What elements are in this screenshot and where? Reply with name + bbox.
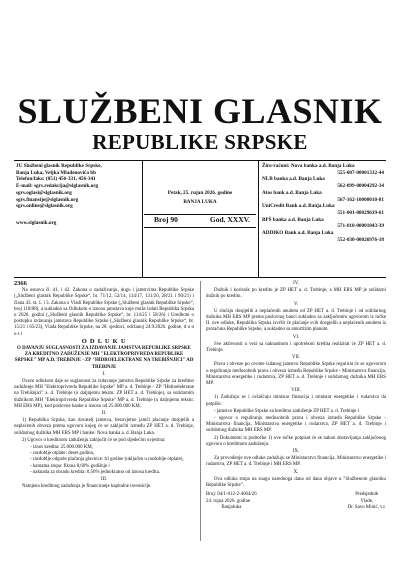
list-item: - kamatna stopa: fiksna 8,60% godišnje i <box>30 463 110 469</box>
section-number: V. <box>293 301 299 307</box>
paragraph: - ugovor o reguliranju međusobnih prava i obveza između Republike Srpske - Ministarstva financija, Ministarstva energetike i rudarstva, ZP HET a. d. Trebinje i solidarnog dužnika MH ERS MP. <box>206 416 386 434</box>
masthead-info-band <box>14 160 386 278</box>
account-number: 567-162-10000010-81 <box>337 196 384 203</box>
bank-name: BPŠ banka a.d. Banja Luka <box>262 216 324 223</box>
issue-year: God. XXXV. <box>209 215 250 224</box>
section-number: VII. <box>291 355 300 361</box>
section-number: III. <box>100 477 108 483</box>
account-row <box>262 190 384 197</box>
decision-title: O DAVANJU SUGLASNOSTI ZA IZDAVANJE JAMSTVA REPUBLIKE SRPSKE ZA KREDITNO ZADUŽENJE MH "ELEKTROPRIVREDA REPUBLIKE SRPSKE" MP A.D. TREBINJE - ZP "HIDROELEKTRANE NA TREBIŠNJICI" AD TREBINJE <box>14 346 194 370</box>
publisher-line: sgrs.online@slglasnik.org <box>16 203 73 210</box>
list-item: - razdoblje odgode plaćanja glavnice: tri godine (uključen u razdoblje otplate), <box>30 457 184 463</box>
decision-heading: O D L U K U <box>81 337 127 345</box>
list-item: - naknada za obradu kredita: 0,50% jednokratno od iznosa kredita. <box>30 469 160 475</box>
account-number: 571-010-00001043-39 <box>337 223 384 230</box>
signer-org: Vlade, <box>360 498 374 504</box>
bank-name: Atos bank a.d. Banja Luka <box>262 189 322 196</box>
issue-city: BANJA LUKA <box>183 198 217 205</box>
signer-block <box>348 492 386 511</box>
bank-name: NLB banka a.d. Banja Luka <box>262 176 325 183</box>
gazette-subtitle: REPUBLIKE SRPSKE <box>92 130 308 154</box>
publisher-line: E-mail: sgrs.redakcija@slglasnik.org <box>16 183 99 190</box>
list-item: - iznos kredita: 25.000.000 KM, <box>30 445 93 451</box>
bottom-rule <box>14 277 386 278</box>
paragraph: 2) Dokumenti iz podtočke 1) ove točke potpisat će se nakon dostavljanja zaključenog ugovora o kreditnom zaduženju. <box>206 435 386 447</box>
reference-number: Broj: 04/1-012-2-4064/26 <box>206 492 257 498</box>
paragraph: 2) Ugovor o kreditnom zaduženju zaključit će se pod sljedećim uvjetima: <box>22 437 166 443</box>
paragraph: Dužnik i korisnik po kreditu je ZP HET a. d. Trebinje, a MH ERS MP je solidarni dužnik po kreditu. <box>206 288 386 300</box>
issue-number: Broj 90 <box>154 215 178 224</box>
article-body <box>14 281 386 541</box>
paragraph: Ova odluka stupa na snagu narednoga dana od dana objave u "Službenom glasniku Republike Srpske". <box>206 476 386 489</box>
section-number: II. <box>101 411 107 417</box>
reference-city: Banjaluka <box>221 504 242 510</box>
section-number: IX. <box>292 449 300 455</box>
account-row <box>262 217 384 224</box>
account-number: 562-099-00004292-34 <box>337 183 384 190</box>
bank-name: ADDIKO Bank a.d. Banja Luka <box>262 230 334 237</box>
publisher-line: Telefon/faks: (051) 456-331, 456-341 <box>16 176 96 183</box>
bank-name: UniCredit Bank a.d. Banja Luka <box>262 203 335 210</box>
divider-left <box>142 160 143 278</box>
reference-date: 24. rujna 2026. godine <box>206 498 251 504</box>
paragraph: Namjena kreditnog zaduženja je financiranje kapitalne investicije. <box>22 484 152 490</box>
loan-terms-list <box>30 445 194 476</box>
section-number: IV. <box>293 281 299 286</box>
paragraph: U slučaju dospjelih a neplaćenih anuiteta od ZP HET a. d. Trebinje i od solidarnog dužnika MH ERS MP prema poslovnoj banci sukladno sa zaključenim ugovorom iz točke II. ove odluke, Republika Srpska izvršit će plaćanje svih dospjelih a neplaćenih anuiteta iz proračuna Republike Srpske, a sukladno sa amortizim planom. <box>206 308 386 333</box>
account-row <box>262 230 384 237</box>
signature-block <box>206 492 386 511</box>
publisher-info <box>16 163 140 227</box>
account-row <box>262 203 384 210</box>
section-number: VI. <box>292 334 300 340</box>
publisher-line: JU Službeni glasnik Republike Srpske, <box>16 163 102 169</box>
issue-number-row <box>144 214 256 228</box>
signer-name: Dr. Savo Minić, v.r. <box>347 504 386 510</box>
account-number: 555-007-00001332-44 <box>337 169 384 176</box>
account-number: 551-001-00029639-61 <box>337 209 384 216</box>
divider-right <box>258 160 259 278</box>
list-item: - razdoblje otplate: deset godina, <box>30 451 94 457</box>
publisher-line: sgrs.finansije@slglasnik.org <box>16 196 79 203</box>
publisher-line: Banja Luka, Veljka Mlađenovića bb <box>16 169 96 176</box>
paragraph: Ovom odlukom daje se suglasnost za izdavanje jamstva Republike Srpske za kreditno zaduženje MH "Elektroprivreda Republike Srpske" MP a. d. Trebinje - ZP "Hidroelektrane na Trebišnjici" a. d. Trebinje (u daljnjemu tekstu: ZP HET a. d. Trebinje), sa solidarnim dužnikom MH "Elektroprivreda Republike Srpske" MP a. d. Trebinje (u daljnjemu tekstu: MH ERS MP), kod poslovne banke u iznosu od 25.000.000 KM. <box>14 379 194 409</box>
gazette-title: SLUŽBENI GLASNIK <box>17 91 383 131</box>
top-rule <box>14 160 386 161</box>
reference-block <box>206 492 257 511</box>
accounts-title: Žiro-računi: Nova banka a.d. Banja Luka <box>262 163 355 169</box>
preamble: Na osnovu čl. 41. i 42. Zakona o zaduživanju, dugu i jamstvima Republike Srpske („Službeni glasnik Republike Srpske“, br. 71/12, 52/14, 114/17, 131/20, 28/21 i 90/21) i člana 43. st. 1. i 3. Zakona o Vladi Republike Srpske („Službeni glasnik Republike Srpske“, broj 118/08), a sukladno sa Odlukom o iznosu jamstava koje može izdati Republika Srpska u 2026. godini („Službeni glasnik Republike Srpske“, br. 114/25 i 58/26) i Uredbom o postupku izdavanja jamstava Republike Srpske („Službeni glasnik Republike Srpske“, br. 15/21 i 65/23), Vlada Republike Srpske, na 28. sjednici, održanoj 24.9.2026. godine, d o n o s i <box>14 288 194 337</box>
right-column <box>206 281 386 511</box>
section-number: VIII. <box>291 388 301 394</box>
masthead <box>14 0 386 154</box>
act-number: 2366 <box>14 280 27 287</box>
bank-accounts <box>262 163 384 243</box>
column-separator <box>200 281 201 541</box>
issue-info <box>144 190 256 224</box>
section-number: I. <box>102 371 106 377</box>
paragraph: Prava i obveze po ovome izdanog jamstvu Republike Srpske regulirat će se ugovorom o reguliranju međusobnih prava i obveza između Republike Srpske - Ministarstva financija, Ministarstva energetike i rudarstva, ZP HET a. d. Trebinje i solidarnog dužnika MH ERS MP. <box>206 362 386 387</box>
account-row <box>262 176 384 183</box>
publisher-line: sgrs.oglasi@slglasnik.org <box>16 189 72 196</box>
paragraph: Za provođenje ove odluke zadužuju se Ministarstvo financija, Ministarstvo energetike i rudarstva, ZP HET a. d. Trebinje i MH ERS MP. <box>206 456 386 468</box>
account-number: 552-030-00026976-18 <box>337 236 384 243</box>
issue-date: Petak, 25. rujan 2026. godine <box>167 190 233 196</box>
paragraph: 1) Zadužuju se i ovlašćuju ministar financija i ministar energetike i rudarstva da potpišu: <box>206 395 386 407</box>
website-link[interactable]: www.slglasnik.org <box>16 219 57 226</box>
paragraph: Sve aktivnosti u vezi sa naknadnom i upotrebom kredita realizirat će ZP HET a. d. Trebinje. <box>206 341 386 354</box>
left-column <box>14 281 194 492</box>
section-number: X. <box>293 469 299 475</box>
paragraph: 1) Republika Srpska, kao davatelj jamstva, bezuvjetno jamči plaćanje dospjelih a neplaćenih obveza prema ugovoru kojeg će se zaključiti između ZP HET a. d. Trebinje, solidarnog dužnika MH ERS MP i banke: Nova banka a. d. Banja Luka. <box>14 418 194 436</box>
paragraph: - jamstvo Republike Srpske za kreditno zaduženje ZP HET a. d. Trebinje i <box>214 408 360 414</box>
signer-role: Predsjednik <box>355 492 379 498</box>
